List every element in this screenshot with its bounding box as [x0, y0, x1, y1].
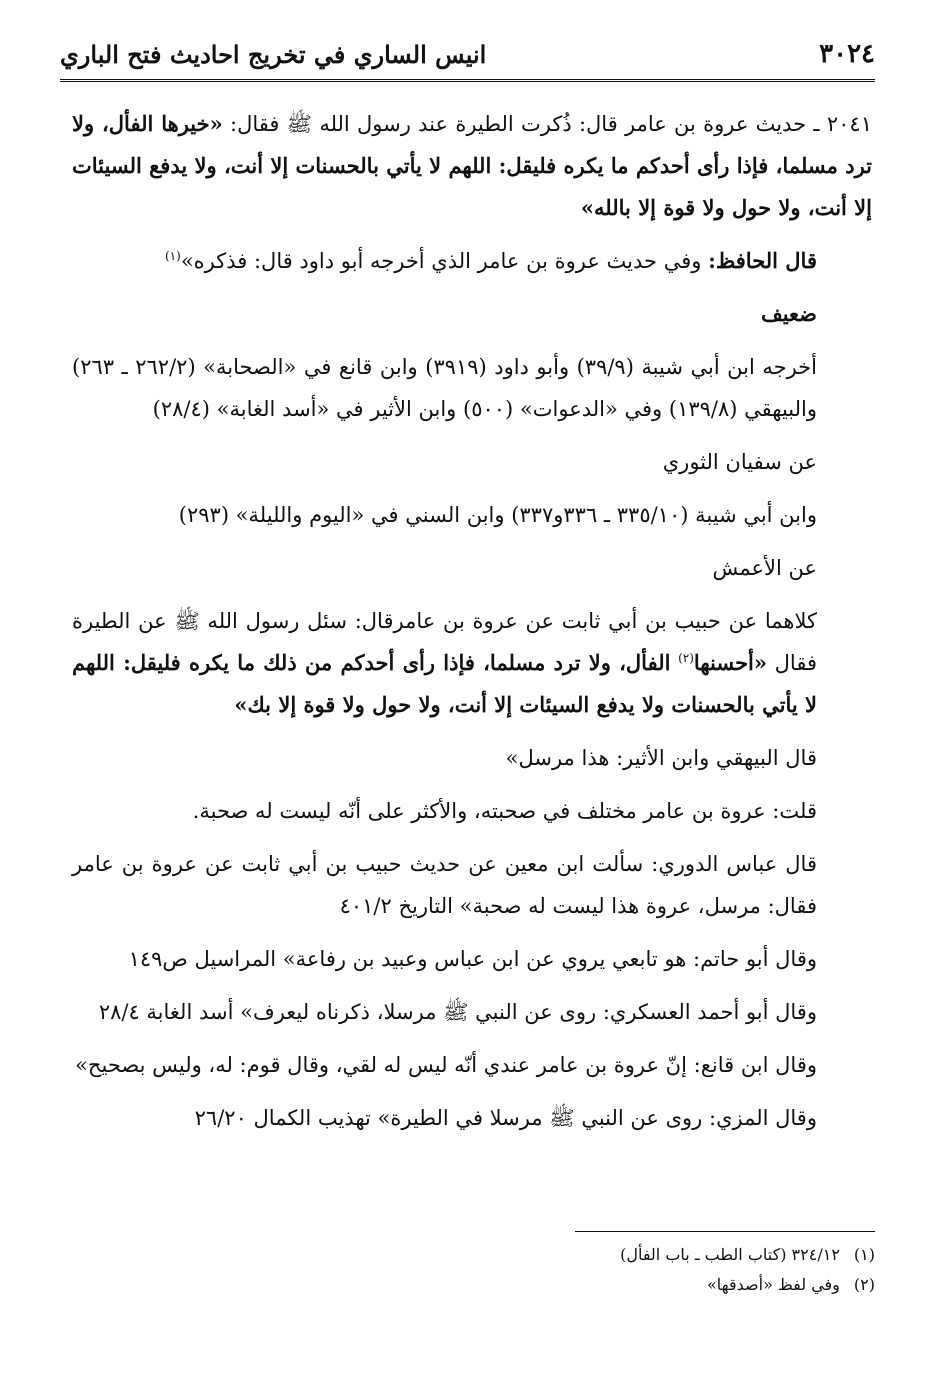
abu-hatim-paragraph: وقال أبو حاتم: هو تابعي يروي عن ابن عباس وعبيد بن رفاعة» المراسيل ص١٤٩	[128, 947, 817, 971]
page-number: ٣٠٢٤	[819, 39, 875, 69]
takhrij-paragraph-1: أخرجه ابن أبي شيبة (٣٩/٩) وأبو داود (٣٩١٩) وابن قانع في «الصحابة» (٢٦٢/٢ ـ ٢٦٣) والبيهقي (١٣٩/٨) وفي «الدعوات» (٥٠٠) وابن الأثير في «أسد الغابة» (٢٨/٤)	[72, 355, 817, 421]
footnote-ref-2: (٢)	[678, 651, 694, 665]
hadith-matn: «خيرها الفأل، ولا ترد مسلما، فإذا رأى أحدكم ما يكره فليقل: اللهم لا يأتي بالحسنات إلا أنت، ولا يدفع السيئات إلا أنت، ولا حول ولا قوة إلا بالله»	[72, 111, 872, 220]
combined-matn: الفأل، ولا ترد مسلما، فإذا رأى أحدكم من ذلك ما يكره فليقل: اللهم لا يأتي بالحسنات ولا يدفع السيئات إلا أنت، ولا حول ولا قوة إلا بك»	[72, 650, 817, 717]
combined-intro: كلاهما عن حبيب بن أبي ثابت عن عروة بن عامرقال: سئل رسول الله ﷺ عن الطيرة فقال	[72, 609, 817, 675]
qultu-paragraph: قلت: عروة بن عامر مختلف في صحبته، والأكثر على أنّه ليست له صحبة.	[192, 799, 817, 823]
running-header	[60, 32, 875, 76]
bayhaqi-paragraph: قال البيهقي وابن الأثير: هذا مرسل»	[505, 746, 817, 770]
grade-heading: ضعيف	[760, 301, 817, 326]
hafiz-text: وفي حديث عروة بن عامر الذي أخرجه أبو داود قال: فذكره»	[180, 249, 702, 273]
askari-paragraph: وقال أبو أحمد العسكري: روى عن النبي ﷺ مرسلا، ذكرناه ليعرف» أسد الغابة ٢٨/٤	[98, 1000, 817, 1024]
footnote-number: (١)	[853, 1245, 875, 1264]
footnotes	[175, 1240, 875, 1300]
footnote-ref-1: (١)	[164, 249, 181, 263]
duri-paragraph: قال عباس الدوري: سألت ابن معين عن حديث حبيب بن أبي ثابت عن عروة بن عامر فقال: مرسل، عروة هذا ليست له صحبة» التاريخ ٤٠١/٢	[72, 852, 817, 918]
footnote-number: (٢)	[853, 1275, 875, 1294]
hafiz-paragraph	[72, 240, 872, 282]
footnote-rule	[575, 1231, 875, 1232]
footnote-1	[175, 1240, 875, 1270]
combined-chain-paragraph	[72, 600, 872, 726]
hafiz-label: قال الحافظ:	[708, 248, 817, 273]
header-rule	[60, 79, 875, 82]
footnote-text: وفي لفظ «أصدقها»	[706, 1275, 840, 1294]
mizzi-paragraph: وقال المزي: روى عن النبي ﷺ مرسلا في الطيرة» تهذيب الكمال ٢٦/٢٠	[194, 1106, 817, 1130]
footnote-2	[175, 1270, 875, 1300]
ibn-qani-paragraph: وقال ابن قانع: إنّ عروة بن عامر عندي أنّه ليس له لقي، وقال قوم: له، وليس بصحيح»	[75, 1053, 817, 1077]
chain-note-2: عن الأعمش	[712, 556, 817, 580]
hadith-paragraph	[72, 103, 872, 229]
page-body	[72, 103, 872, 1150]
chain-note-1: عن سفيان الثوري	[662, 450, 817, 474]
hadith-number: ٢٠٤١	[826, 112, 872, 136]
book-title: انيس الساري في تخريج احاديث فتح الباري	[60, 39, 487, 69]
takhrij-paragraph-2: وابن أبي شيبة (٣٣٥/١٠ ـ ٣٣٦و٣٣٧) وابن السني في «اليوم والليلة» (٢٩٣)	[178, 503, 817, 527]
hadith-intro: ـ حديث عروة بن عامر قال: ذُكرت الطيرة عند رسول الله ﷺ فقال:	[230, 112, 820, 136]
combined-matn-open: «أحسنها	[693, 650, 768, 675]
footnote-text: ٣٢٤/١٢ (كتاب الطب ـ باب الفأل)	[620, 1245, 840, 1264]
